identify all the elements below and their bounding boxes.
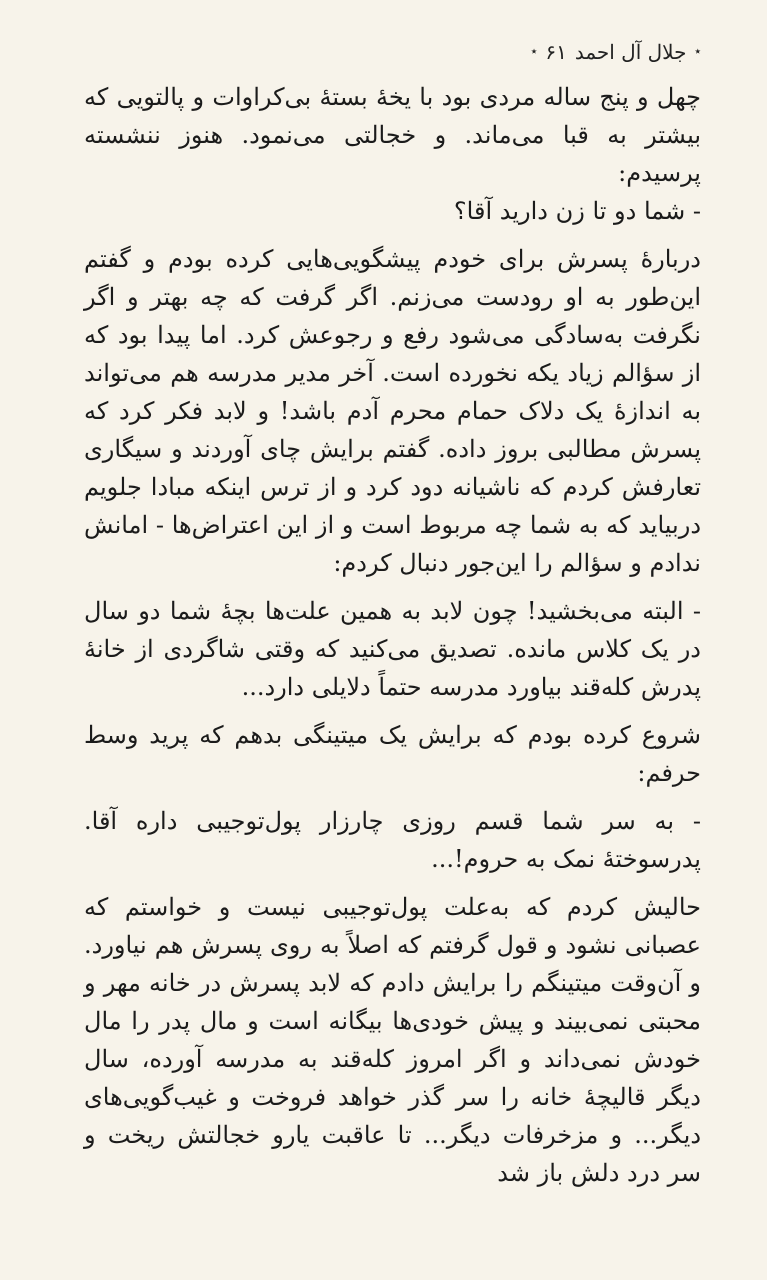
paragraph-spacer — [84, 792, 701, 802]
paragraph-spacer — [84, 878, 701, 888]
author-name: جلال آل احمد — [574, 40, 687, 64]
page-number: ۶۱ — [545, 40, 567, 64]
page-text — [84, 78, 701, 1192]
paragraph: شروع کرده بودم که برایش یک میتینگی بدهم که پرید وسط حرفم: — [84, 721, 701, 787]
running-head-marker: ٭ — [530, 44, 538, 58]
running-head — [84, 42, 701, 62]
paragraph-spacer — [84, 230, 701, 240]
paragraph: حالیش کردم که به‌علت پول‌توجیبی نیست و خواستم که عصبانی نشود و قول گرفتم که اصلاً به روی پسرش هم نیاورد. و آن‌وقت میتینگم را برایش دادم که لابد پسرش در خانه مهر و محبتی نمی‌بیند و پیش خودی‌ها بیگانه است و مال پدر را مال خودش نمی‌داند و اگر امروز کله‌قند به مدرسه آورده، سال دیگر قالیچهٔ خانه را سر گذر خواهد فروخت و غیب‌گویی‌های دیگر... و مزخرفات دیگر... تا عاقبت یارو خجالتش ریخت و سر درد دلش باز شد — [84, 893, 701, 1187]
paragraph: دربارهٔ پسرش برای خودم پیشگویی‌هایی کرده بودم و گفتم این‌طور به او رودست می‌زنم. اگر گرفت که چه بهتر و اگر نگرفت به‌سادگی می‌شود رفع و رجوعش کرد. اما پیدا بود که از سؤالم زیاد یکه نخورده است. آخر مدیر مدرسه هم می‌تواند به اندازهٔ یک دلاک حمام محرم آدم باشد! و لابد فکر کرد که پسرش مطالبی بروز داده. گفتم برایش چای آوردند و سیگاری تعارفش کردم که ناشیانه دود کرد و از ترس اینکه مبادا جلویم دربیاید که به شما چه مربوط است و از این اعتراض‌ها - امانش ندادم و سؤالم را این‌جور دنبال کردم: — [84, 245, 701, 577]
dialogue-line: - البته می‌بخشید! چون لابد به همین علت‌ها بچهٔ شما دو سال در یک کلاس مانده. تصدیق می‌کنید که وقتی شاگردی از خانهٔ پدرش کله‌قند بیاورد مدرسه حتماً دلایلی دارد... — [84, 597, 701, 701]
paragraph-spacer — [84, 582, 701, 592]
paragraph-spacer — [84, 706, 701, 716]
dialogue-line: - شما دو تا زن دارید آقا؟ — [453, 197, 701, 225]
paragraph: چهل و پنج ساله مردی بود با یخهٔ بستهٔ بی‌کراوات و پالتویی که بیشتر به قبا می‌ماند. و خجالتی می‌نمود. هنوز ننشسته پرسیدم: — [84, 83, 701, 187]
dialogue-line: - به سر شما قسم روزی چارزار پول‌توجیبی داره آقا. پدرسوختهٔ نمک به حروم!... — [84, 807, 701, 873]
running-head-marker: ٭ — [694, 44, 701, 58]
